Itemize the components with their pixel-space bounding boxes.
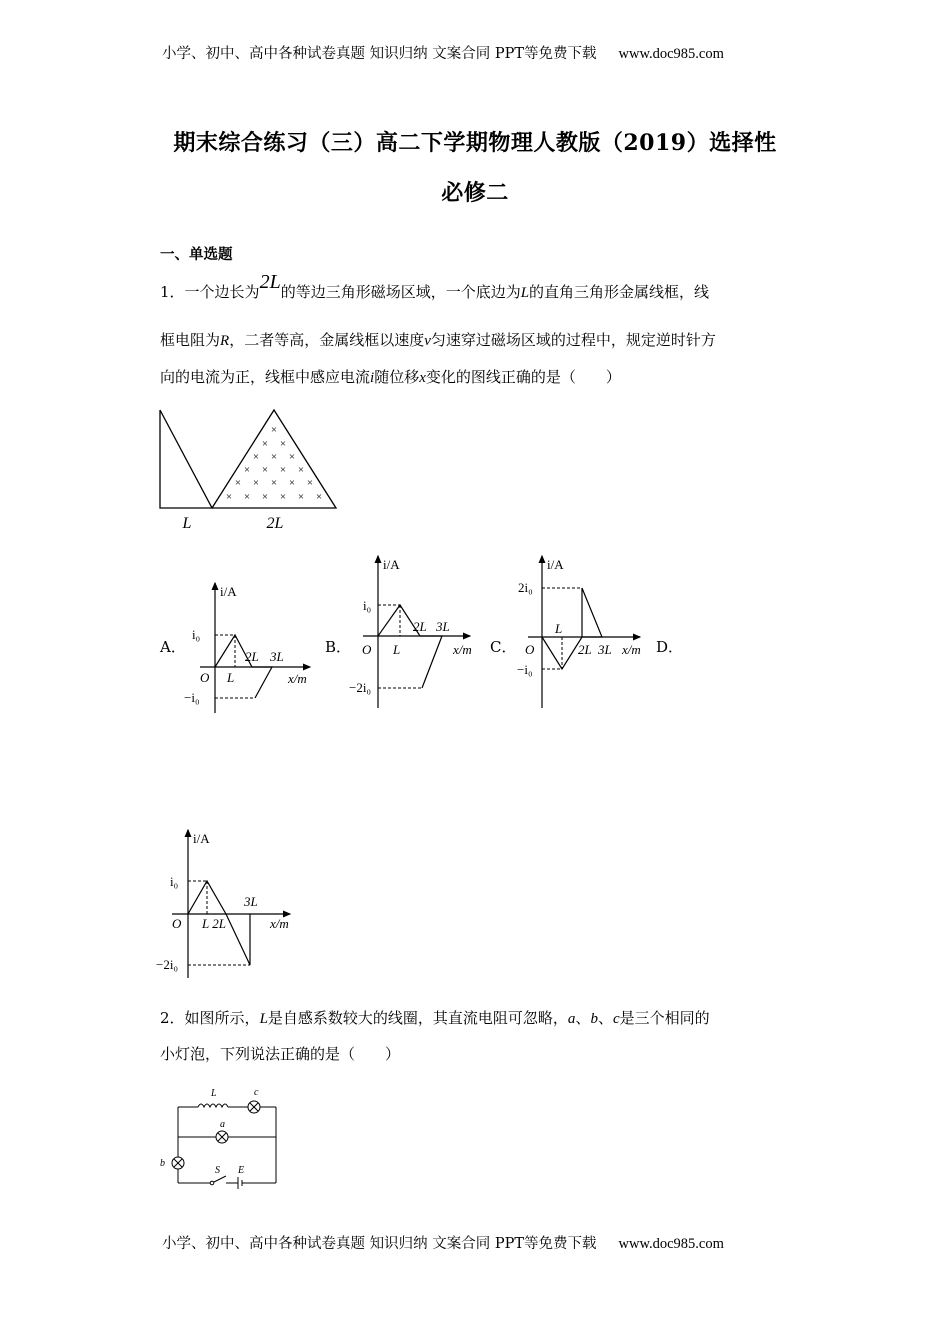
svg-text:O: O xyxy=(525,642,535,657)
graph-D[interactable] xyxy=(150,822,310,982)
svg-text:i₀: i₀ xyxy=(363,598,372,613)
doc-title-line2: 必修二 xyxy=(441,180,509,206)
graph-B[interactable] xyxy=(345,548,485,713)
svg-text:×: × xyxy=(270,451,278,463)
option-B-label[interactable]: B． xyxy=(325,638,352,656)
svg-text:O: O xyxy=(200,670,210,685)
svg-text:x/m: x/m xyxy=(453,642,472,657)
svg-text:L 2L: L 2L xyxy=(202,916,226,931)
svg-text:×: × xyxy=(243,464,251,476)
svg-text:−i₀: −i₀ xyxy=(517,662,533,677)
q2-circuit-figure xyxy=(158,1080,293,1195)
svg-text:×: × xyxy=(261,464,269,476)
graph-C[interactable] xyxy=(510,548,655,713)
section-heading: 一、单选题 xyxy=(160,246,233,263)
svg-text:×: × xyxy=(297,464,305,476)
svg-text:3L: 3L xyxy=(270,649,284,664)
svg-text:c: c xyxy=(254,1087,259,1098)
q1-number: 1． xyxy=(160,283,185,301)
svg-text:×: × xyxy=(306,477,314,489)
svg-text:x/m: x/m xyxy=(622,642,641,657)
q2-number: 2． xyxy=(160,1009,185,1027)
svg-text:E: E xyxy=(238,1165,245,1176)
svg-text:−i₀: −i₀ xyxy=(184,690,200,705)
svg-text:×: × xyxy=(279,491,287,503)
svg-text:×: × xyxy=(279,438,287,450)
svg-text:O: O xyxy=(172,916,182,931)
q1-line1: 1．一个边长为2L的等边三角形磁场区域，一个底边为L的直角三角形金属线框，线 xyxy=(160,271,710,301)
option-D-label[interactable]: D． xyxy=(656,638,684,656)
svg-text:L: L xyxy=(555,621,563,636)
svg-text:2i₀: 2i₀ xyxy=(518,580,533,595)
svg-text:L: L xyxy=(211,1088,217,1099)
svg-text:×: × xyxy=(270,477,278,489)
label-2L: 2L xyxy=(266,515,284,532)
svg-text:×: × xyxy=(288,477,296,489)
switch-S xyxy=(214,1176,226,1182)
option-C-label[interactable]: C． xyxy=(490,638,517,656)
svg-text:L: L xyxy=(393,642,401,657)
footer-text: 小学、初中、高中各种试卷真题 知识归纳 文案合同 PPT等免费下载 xyxy=(162,1236,597,1252)
doc-title-line1: 期末综合练习（三）高二下学期物理人教版（2019）选择性 xyxy=(173,130,777,156)
header-site: www.doc985.com xyxy=(618,46,724,62)
svg-text:i₀: i₀ xyxy=(192,627,201,642)
label-L: L xyxy=(182,515,192,532)
footer-site: www.doc985.com xyxy=(618,1236,724,1252)
svg-text:×: × xyxy=(252,451,260,463)
graph-A[interactable] xyxy=(180,575,320,715)
svg-text:−2i₀: −2i₀ xyxy=(156,957,178,972)
svg-text:x/m: x/m xyxy=(270,916,289,931)
svg-text:2L: 2L xyxy=(578,642,592,657)
svg-text:i/A: i/A xyxy=(193,831,210,846)
svg-text:×: × xyxy=(270,424,278,436)
svg-text:×: × xyxy=(243,491,251,503)
option-A-label[interactable]: A． xyxy=(160,638,186,656)
svg-text:a: a xyxy=(220,1119,225,1130)
q1-triangle-figure xyxy=(150,400,350,540)
svg-text:3L: 3L xyxy=(598,642,612,657)
svg-text:L: L xyxy=(227,670,235,685)
q1-line2: 框电阻为R，二者等高，金属线框以速度v匀速穿过磁场区域的过程中，规定逆时针方 xyxy=(160,331,716,349)
q2-line1: 2．如图所示，L是自感系数较大的线圈，其直流电阻可忽略，a、b、c是三个相同的 xyxy=(160,1009,710,1027)
svg-text:×: × xyxy=(252,477,260,489)
header-text: 小学、初中、高中各种试卷真题 知识归纳 文案合同 PPT等免费下载 xyxy=(162,46,597,62)
svg-text:b: b xyxy=(160,1158,165,1169)
q1-var-2L: 2L xyxy=(259,271,281,293)
svg-text:×: × xyxy=(261,491,269,503)
svg-text:i/A: i/A xyxy=(547,557,564,572)
svg-text:3L: 3L xyxy=(244,894,258,909)
wire-frame-triangle xyxy=(160,410,212,508)
svg-text:S: S xyxy=(215,1165,220,1176)
svg-text:i/A: i/A xyxy=(383,557,400,572)
svg-text:×: × xyxy=(225,491,233,503)
svg-text:3L: 3L xyxy=(436,619,450,634)
svg-text:×: × xyxy=(315,491,323,503)
inductor-coil xyxy=(198,1104,228,1107)
svg-text:×: × xyxy=(261,438,269,450)
svg-text:×: × xyxy=(297,491,305,503)
q1-line3: 向的电流为正，线框中感应电流i随位移x变化的图线正确的是（ ） xyxy=(160,368,621,386)
svg-text:2L: 2L xyxy=(245,649,259,664)
q2-line2: 小灯泡，下列说法正确的是（ ） xyxy=(160,1045,401,1063)
svg-text:×: × xyxy=(288,451,296,463)
svg-text:x/m: x/m xyxy=(288,671,307,686)
svg-text:×: × xyxy=(279,464,287,476)
svg-text:2L: 2L xyxy=(413,619,427,634)
svg-text:i₀: i₀ xyxy=(170,874,179,889)
page-footer xyxy=(162,1232,724,1253)
svg-text:×: × xyxy=(234,477,242,489)
svg-text:i/A: i/A xyxy=(220,584,237,599)
svg-text:−2i₀: −2i₀ xyxy=(349,680,371,695)
page-header xyxy=(162,42,724,63)
svg-text:O: O xyxy=(362,642,372,657)
